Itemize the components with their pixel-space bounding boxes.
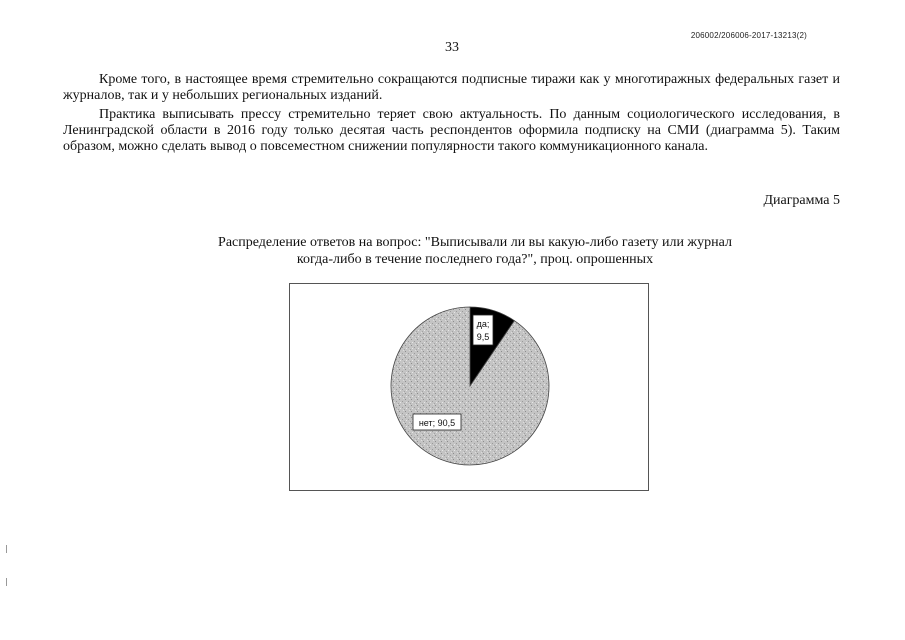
document-id: 206002/206006-2017-13213(2): [690, 31, 807, 40]
paragraph-1-text: Кроме того, в настоящее время стремительно сокращаются подписные тиражи как у многотиражных федеральных газет и журналов, так и у небольших региональных изданий.: [63, 72, 840, 103]
paragraph-2-text: Практика выписывать прессу стремительно теряет свою актуальность. По данным социологического исследования, в Ленинградской области в 2016 году только десятая часть респондентов оформила подписку на СМИ (диаграмма 5). Таким образом, можно сделать вывод о повсеместном снижении популярности такого коммуникационного канала.: [63, 107, 840, 154]
paragraph-1: [63, 72, 840, 104]
data-label-text: нет; 90,5: [418, 418, 456, 428]
data-label-text: 9,5: [476, 332, 490, 342]
data-label-нет: [413, 414, 461, 430]
diagram-label: Диаграмма 5: [763, 193, 840, 208]
scan-mark: [6, 578, 7, 586]
scan-mark: [6, 545, 7, 553]
data-label-text: да;: [476, 319, 490, 329]
pie-chart: [290, 284, 648, 490]
chart-title-line-2: когда-либо в течение последнего года?", проц. опрошенных: [296, 252, 654, 267]
data-label-да: [473, 315, 493, 345]
chart-title: [175, 234, 775, 268]
page-number: 33: [445, 40, 459, 55]
chart-title-line-1: Распределение ответов на вопрос: "Выписывали ли вы какую-либо газету или журнал: [218, 235, 732, 250]
pie-slice-нет: [391, 307, 549, 465]
paragraph-2: [63, 107, 840, 155]
pie-chart-frame: [289, 283, 649, 491]
